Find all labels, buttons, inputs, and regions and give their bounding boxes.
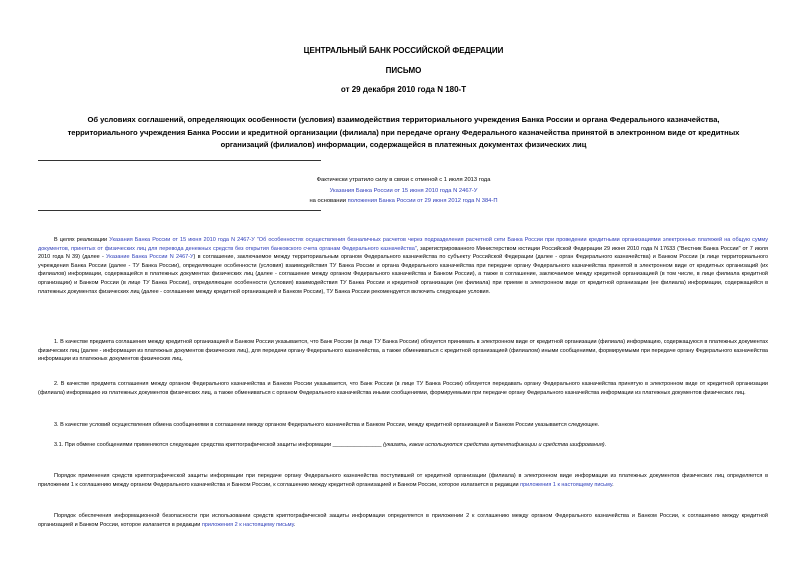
status-line-3: на основании положения Банка России от 29 июня 2012 года N 384-П <box>309 198 498 204</box>
bottom-divider <box>38 210 321 211</box>
paragraph-3: 3. В качестве условий осуществления обмена сообщениями в соглашении между органом Федерального казначейства и Банком России, между кредитной организацией и Банком России указывается следующее. <box>54 422 600 428</box>
paragraph-security: Порядок обеспечения информационной безопасности при использовании средств криптографической защиты информации определяется в приложении 2 к соглашению между органом Федерального казначейства и Банком России, к соглашению между кредитной организацией и Банком России, которое излагается в редакции приложения 2 к настоящему письму. <box>38 513 768 528</box>
doc-title: Об условиях соглашений, определяющих особенности (условия) взаимодействия территориального учреждения Банка России и органа Федерального казначейства, территориального учреждения Банка России и кредитной организации (филиала) при передаче органу Федерального казначейства принятой в электронном виде от кредитных организаций (филиалов) информации, содержащейся в платежных документах физических лиц <box>67 115 740 149</box>
top-divider <box>38 160 321 161</box>
doc-date-number: от 29 декабря 2010 года N 180-Т <box>340 85 467 94</box>
paragraph-2: 2. В качестве предмета соглашения между органом Федерального казначейства и Банком России указывается, что Банк России (в лице ТУ Банка России) обязуется передавать органу Федерального казначейства принятую в электронном виде от кредитной организации (филиала) информацию из платежных документов физических лиц, а также обмениваться с органом Федерального казначейства иными сообщениями, формируемыми при передаче органу Федерального казначейства информации из платежных документов физических лиц. <box>38 381 768 396</box>
paragraph-3-1: 3.1. При обмене сообщениями применяются следующие средства криптографической защиты информации ________________ (указать, какие используются средства аутентификации и средства шифрования). <box>54 442 607 448</box>
link-appendix-1[interactable]: приложения 1 к настоящему письму <box>520 481 613 488</box>
paragraph-1: 1. В качестве предмета соглашения между кредитной организацией и Банком России указывается, что Банк России (в лице ТУ Банка России) обязуется принимать в электронном виде от кредитной организации (филиала) информацию, содержащуюся в платежных документах физических лиц (далее - информация из платежных документов физических лиц), для передачи органу Федерального казначейства, а также обмениваться с кредитной организацией (филиалом) иными сообщениями, формируемыми при передаче органу Федерального казначейства информации из платежных документов физических лиц. <box>38 339 768 363</box>
doc-type: ПИСЬМО <box>385 66 422 75</box>
status-link-regulation[interactable]: положения Банка России от 29 июня 2012 года N 384-П <box>347 198 498 204</box>
status-note <box>0 175 807 207</box>
paragraph-intro: В целях реализации Указания Банка России от 15 июня 2010 года N 2467-У "Об особенностях осуществления безналичных расчетов через подразделения расчетной сети Банка России при проведении кредитными организациями электронных платежей на общую сумму документов, принятых от физических лиц для перевода денежных средств без открытия банковского счета органам Федерального казначейства", зарегистрированного Министерством юстиции Российской Федерации 29 июня 2010 года N 17633 ("Вестник Банка России" от 7 июля 2010 года N 39) (далее - Указание Банка России N 2467-У) в соглашение, заключаемое между территориальным органом Федерального казначейства по субъекту Российской Федерации (далее - орган Федерального казначейства) и Банком России (в лице территориального учреждения Банка России (далее - ТУ Банка России), определяющее особенности (условия) взаимодействия ТУ Банка России и органа Федерального казначейства при передаче органу Федерального казначейства принятой в электронном виде от кредитных организаций (их филиалов) информации, содержащейся в платежных документах физических лиц (далее - соглашение между органом Федерального казначейства и Банком России), а также в соглашение, заключаемое между кредитной организацией (в том числе, в лице филиала кредитной организации) и Банком России (в лице ТУ Банка России), определяющее особенности (условия) взаимодействия ТУ Банка России и кредитной организации (ее филиала) при приеме в электронном виде от кредитной организации (ее филиала) информации, содержащейся в платежных документах физических лиц (далее - соглашение между кредитной организацией и Банком России), ТУ Банка России рекомендуется включить следующие условия. <box>38 237 768 295</box>
org-name: ЦЕНТРАЛЬНЫЙ БАНК РОССИЙСКОЙ ФЕДЕРАЦИИ <box>303 46 504 55</box>
link-decree-2467[interactable]: Указания Банка России от 15 июня 2010 года N 2467-У "Об особенностях осуществления безналичных расчетов через подразделения расчетной сети Банка России при проведении кредитными организациями электронных платежей на общую сумму документов, принятых от физических лиц для перевода денежных средств без открытия банковского счета органам Федерального казначейства" <box>38 237 768 252</box>
paragraph-crypto-usage: Порядок применения средств криптографической защиты информации при передаче органу Федерального казначейства поступившей от кредитной организации (филиала) в электронном виде информации из платежных документов физических лиц определяется в приложении 1 к соглашению между органом Федерального казначейства и Банком России, к соглашению между кредитной организацией и Банком России, которое излагается в редакции приложения 1 к настоящему письму. <box>38 473 768 488</box>
paragraph-3-1-note: (указать, какие используются средства аутентификации и средства шифрования) <box>383 442 605 448</box>
link-decree-short[interactable]: Указание Банка России N 2467-У <box>106 254 194 261</box>
status-line-1: Фактически утратило силу в связи с отменой с 1 июля 2013 года <box>316 177 491 183</box>
link-appendix-2[interactable]: приложения 2 к настоящему письму <box>201 521 294 528</box>
status-link-decree[interactable]: Указания Банка России от 15 июня 2010 года N 2467-У <box>329 187 478 194</box>
